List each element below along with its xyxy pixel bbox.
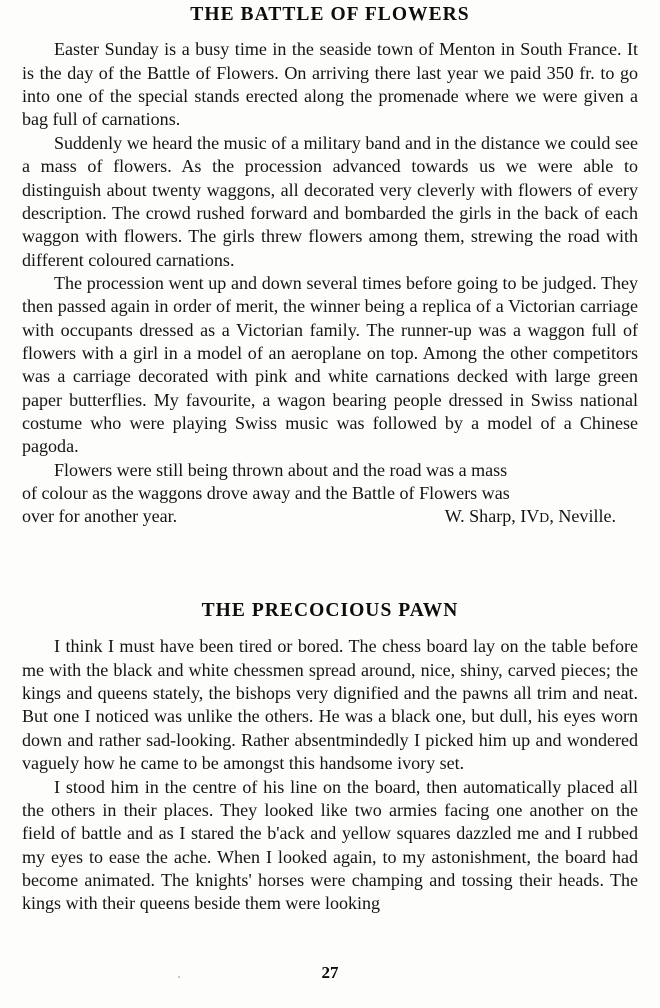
- article-battle-of-flowers: [22, 4, 638, 529]
- byline-form-suffix: D: [539, 510, 550, 526]
- article-byline: [445, 505, 616, 529]
- closing-paragraph-line: over for another year.: [22, 506, 178, 527]
- article-title-precocious-pawn: THE PRECOCIOUS PAWN: [201, 600, 459, 621]
- closing-paragraph-with-byline: [22, 459, 638, 529]
- closing-paragraph-line: of colour as the waggons drove away and the Battle of Flowers was: [22, 482, 510, 503]
- paragraph: The procession went up and down several times before going to be judged. They then passed again in order of merit, the winner being a replica of a Victorian carriage with occupants dressed as a Victorian family. The runner-up was a waggon full of flowers with a girl in a model of an aeroplane on top. Among the other competitors was a carriage decorated with pink and white carnations decked with large green paper butterflies. My favourite, a wagon bearing people dressed in Swiss national costume who were playing Swiss music was followed by a model of a Chinese pagoda.: [22, 272, 638, 457]
- page-number: 27: [321, 963, 339, 982]
- article-precocious-pawn: [22, 600, 638, 916]
- paragraph: I think I must have been tired or bored. The chess board lay on the table before me with the black and white chessmen spread around, nice, shiny, carved pieces; the kings and queens stately, the bishops very dignified and the pawns all trim and neat. But one I noticed was unlike the others. He was a black one, but dull, his eyes worn down and rather sad-looking. Rather absentmindedly I picked him up and wondered vaguely how he came to be amongst this handsome ivory set.: [22, 636, 638, 774]
- byline-house: , Neville.: [549, 506, 616, 527]
- paragraph: Easter Sunday is a busy time in the seaside town of Menton in South France. It is the day of the Battle of Flowers. On arriving there last year we paid 350 fr. to go into one of the special stands erected along the promenade where we were given a bag full of carnations.: [22, 39, 638, 130]
- article-title-battle-of-flowers: THE BATTLE OF FLOWERS: [190, 4, 470, 25]
- byline-author: W. Sharp,: [444, 506, 516, 527]
- paragraph: Suddenly we heard the music of a military band and in the distance we could see a mass of flowers. As the procession advanced towards us we were able to distinguish about twenty waggons, all decorated very cleverly with flowers of every description. The crowd rushed forward and bombarded the girls in the back of each waggon with flowers. The girls threw flowers among them, strewing the road with different coloured carnations.: [22, 132, 638, 270]
- paragraph: I stood him in the centre of his line on the board, then automatically placed all the others in their places. They looked like two armies facing one another on the field of battle and as I stared the b'ack and yellow squares dazzled me and I rubbed my eyes to ease the ache. When I looked again, to my astonishment, the board had become animated. The knights' horses were champing and tossing their heads. The kings with their queens beside them were looking: [22, 776, 638, 914]
- byline-form: IV: [520, 506, 540, 527]
- closing-paragraph-line: Flowers were still being thrown about and the road was a mass: [54, 459, 508, 480]
